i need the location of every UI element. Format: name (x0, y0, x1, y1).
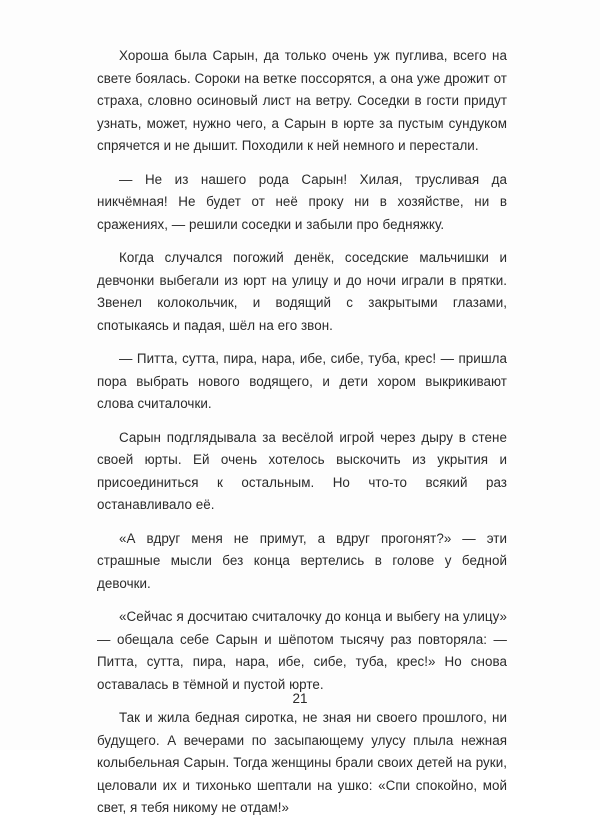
paragraph-6: «А вдруг меня не примут, а вдруг прогонят?» — эти страшные мысли без конца вертелись в голове у бедной девочки. (97, 530, 507, 591)
paragraph-8: Так и жила бедная сиротка, не зная ни своего прошлого, ни будущего. А вечерами по засыпающему улусу плыла нежная колыбельная Сарын. Тогда женщины брали своих детей на руки, целовали их и тихонько шептали на ушко: «Спи спокойно, мой свет, я тебя никому не отдам!» (97, 710, 507, 815)
paragraph-3: Когда случался погожий денёк, соседские мальчишки и девчонки выбегали из юрт на улицу и до ночи играли в прятки. Звенел колокольчик, и водящий с закрытыми глазами, спотыкаясь и падая, шёл на его звон. (97, 250, 507, 333)
page-number: 21 (292, 691, 308, 706)
paragraph-1: Хороша была Сарын, да только очень уж пуглива, всего на свете боялась. Сороки на ветке поссорятся, а она уже дрожит от страха, словно осиновый лист на ветру. Соседки в гости придут узнать, может, нужно чего, а Сарын в юрте за пустым сундуком спрячется и не дышит. Походили к ней немного и перестали. (97, 48, 507, 153)
paragraph-7: «Сейчас я досчитаю считалочку до конца и выбегу на улицу» — обещала себе Сарын и шёпотом тысячу раз повторяла: — Питта, сутта, пира, нара, ибе, сибе, туба, крес!» Но снова оставалась в тёмной и пустой юрте. (97, 609, 507, 692)
paragraph-5: Сарын подглядывала за весёлой игрой через дыру в стене своей юрты. Ей очень хотелось выскочить из укрытия и присоединиться к остальным. Но что-то всякий раз останавливало её. (97, 429, 507, 512)
paragraph-4: — Питта, сутта, пира, нара, ибе, сибе, туба, крес! — пришла пора выбрать нового водящего, и дети хором выкрикивают слова считалочки. (97, 351, 507, 411)
paragraph-2: — Не из нашего рода Сарын! Хилая, трусливая да никчёмная! Не будет от неё проку ни в хозяйстве, ни в сражениях, — решили соседки и забыли про бедняжку. (97, 171, 507, 232)
page-body-text (97, 45, 507, 831)
